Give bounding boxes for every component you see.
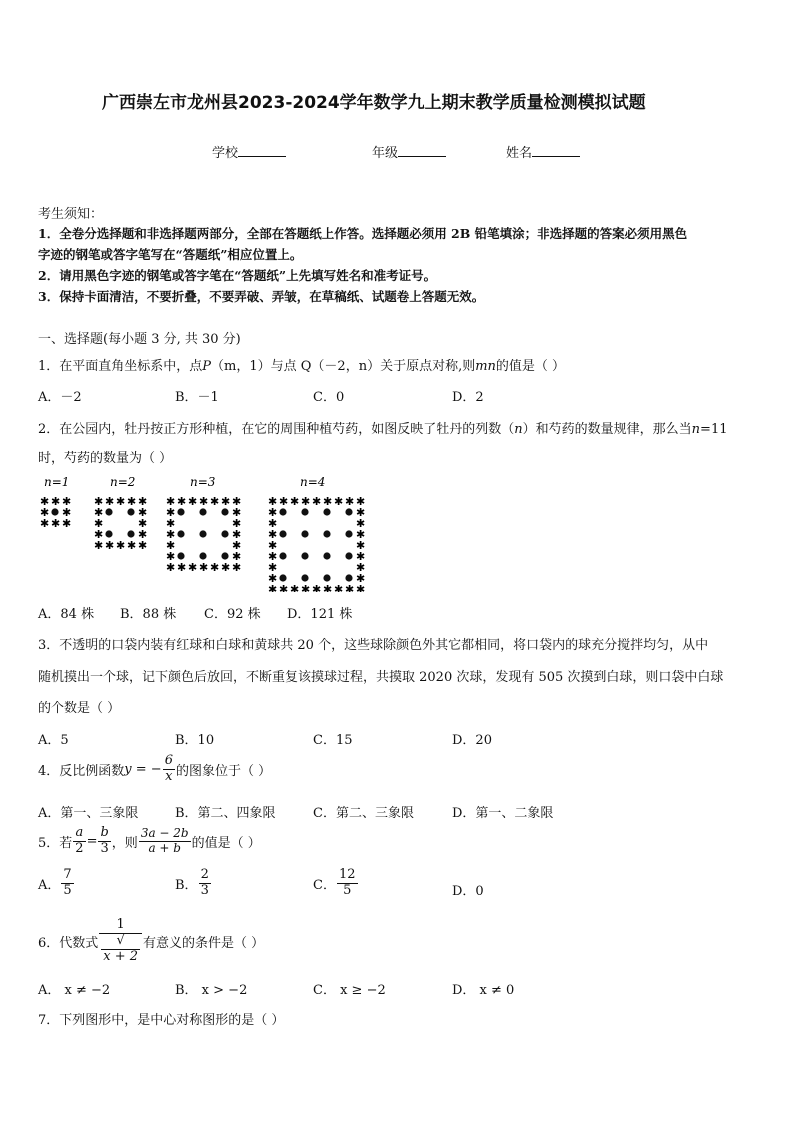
q5-stem-a: 5．若 (38, 835, 73, 851)
peony-star: ✱ (210, 561, 220, 574)
peony-dot (199, 552, 206, 559)
peony-dot (177, 552, 184, 559)
peony-star: ✱ (62, 506, 72, 519)
peony-star: ✱ (166, 561, 176, 574)
question-1-stem (38, 355, 565, 374)
peony-star: ✱ (268, 495, 278, 508)
q5-f3-num: 3a − 2b (140, 826, 189, 841)
peony-dot (51, 508, 58, 515)
peony-star: ✱ (268, 550, 278, 563)
q1-option-b[interactable]: B．－1 (175, 390, 219, 405)
grade-field[interactable] (372, 142, 446, 161)
q5-eq: = (86, 833, 98, 849)
section-heading: 一、选择题(每小题 3 分, 共 30 分) (38, 332, 241, 347)
q4-denominator: x (165, 768, 173, 784)
q5-opt-b-frac (199, 868, 211, 899)
peony-star: ✱ (312, 495, 322, 508)
peony-star: ✱ (356, 583, 366, 592)
peony-star: ✱ (268, 528, 278, 541)
peony-star: ✱ (166, 506, 176, 519)
peony-star: ✱ (268, 561, 278, 574)
question-3-line-2: 随机摸出一个球，记下颜色后放回，不断重复该摸球过程，共摸取 2020 次球，发现有 505 次摸到白球，则口袋中白球 (38, 670, 724, 685)
q1-stem-b: 的值是（ ） (495, 359, 566, 374)
peony-star: ✱ (210, 495, 220, 508)
question-2-line-2: 时，芍药的数量为（ ） (38, 451, 173, 466)
notice-heading: 考生须知： (38, 207, 104, 222)
q5-opt-c-num: 12 (338, 867, 356, 882)
peony-star: ✱ (166, 517, 176, 530)
fig-label-n1: n=1 (44, 475, 70, 489)
q1-var-p: P (202, 359, 212, 374)
q3-option-a[interactable]: A．5 (38, 733, 69, 748)
notice-line-1b: 字迹的钢笔或答字笔写在“答题纸”相应位置上。 (38, 247, 303, 262)
q4-stem-b: 的图象位于（ ） (175, 763, 272, 779)
q5-opt-a-den: 5 (63, 882, 72, 898)
q5-fraction-1 (73, 826, 85, 857)
peony-dot (301, 508, 308, 515)
name-blank[interactable] (532, 144, 580, 157)
peony-star: ✱ (312, 583, 322, 592)
peony-star: ✱ (94, 528, 104, 541)
q4-stem-a: 4．反比例函数 (38, 763, 125, 779)
peony-star: ✱ (290, 495, 300, 508)
peony-star: ✱ (356, 572, 366, 585)
peony-star: ✱ (232, 495, 242, 508)
peony-star: ✱ (166, 495, 176, 508)
peony-star: ✱ (138, 539, 148, 552)
peony-star: ✱ (356, 517, 366, 530)
peony-star: ✱ (232, 528, 242, 541)
q5-opt-c-den: 5 (343, 882, 352, 898)
peony-star: ✱ (232, 550, 242, 563)
q5-fraction-2 (98, 826, 110, 857)
peony-star: ✱ (116, 539, 126, 552)
q5-opt-b-label: B． (175, 877, 198, 893)
peony-star: ✱ (232, 561, 242, 574)
q5-stem-b: 的值是（ ） (191, 835, 261, 851)
peony-star: ✱ (51, 495, 61, 508)
peony-star: ✱ (51, 517, 61, 530)
peony-star: ✱ (199, 561, 209, 574)
q3-option-d[interactable]: D．20 (452, 733, 492, 748)
q6-stem-a: 6．代数式 (38, 935, 99, 951)
q5-opt-b-num: 2 (200, 867, 209, 882)
peony-star: ✱ (166, 550, 176, 563)
peony-star: ✱ (177, 495, 187, 508)
peony-star: ✱ (105, 539, 115, 552)
peony-star: ✱ (356, 561, 366, 574)
peony-star: ✱ (356, 528, 366, 541)
peony-dot (221, 530, 228, 537)
peony-star: ✱ (290, 583, 300, 592)
peony-dot (345, 530, 352, 537)
peony-star: ✱ (166, 528, 176, 541)
question-5-stem (38, 826, 261, 857)
peony-star: ✱ (301, 583, 311, 592)
peony-dot (323, 508, 330, 515)
peony-star: ✱ (232, 506, 242, 519)
peony-star: ✱ (232, 539, 242, 552)
peony-dot (301, 530, 308, 537)
peony-star: ✱ (268, 506, 278, 519)
peony-dot (199, 508, 206, 515)
peony-star: ✱ (188, 495, 198, 508)
peony-dot (279, 508, 286, 515)
q1-option-a[interactable]: A．－2 (38, 390, 82, 405)
q5-f2-num: b (100, 825, 109, 840)
peony-star: ✱ (105, 495, 115, 508)
notice-line-1a: 1．全卷分选择题和非选择题两部分，全部在答题纸上作答。选择题必须用 2B 铅笔填涂；非选择题的答案必须用黑色 (38, 226, 688, 241)
q5-opt-c-label: C． (313, 877, 336, 893)
peony-star: ✱ (221, 561, 231, 574)
q4-option-a[interactable]: A．第一、三象限 (38, 806, 139, 821)
peony-star: ✱ (177, 561, 187, 574)
peony-star: ✱ (301, 495, 311, 508)
school-field[interactable] (212, 142, 286, 161)
q5-fraction-3 (139, 827, 191, 856)
notice-line-2: 2．请用黑色字迹的钢笔或答字笔在“答题纸”上先填写姓名和准考证号。 (38, 268, 437, 283)
peony-star: ✱ (40, 517, 50, 530)
q5-option-c[interactable] (313, 868, 359, 899)
grade-blank[interactable] (398, 144, 446, 157)
peony-star: ✱ (138, 517, 148, 530)
peony-star: ✱ (62, 495, 72, 508)
q2-line1-b: ）和芍药的数量规律，那么当 (522, 422, 692, 437)
peony-dot (323, 552, 330, 559)
q4-fraction (163, 754, 175, 785)
peony-star: ✱ (334, 583, 344, 592)
peony-star: ✱ (356, 495, 366, 508)
peony-star: ✱ (268, 517, 278, 530)
peony-star: ✱ (127, 539, 137, 552)
peony-star: ✱ (221, 495, 231, 508)
peony-dot (221, 508, 228, 515)
q4-option-b[interactable]: B．第二、四象限 (175, 806, 276, 821)
peony-dot (279, 530, 286, 537)
q6-option-a[interactable]: A． x ≠ −2 (38, 983, 111, 998)
q5-f2-den: 3 (100, 840, 109, 856)
q4-numerator: 6 (164, 753, 173, 768)
peony-dot (199, 530, 206, 537)
peony-dot (301, 574, 308, 581)
q6-numerator: 1 (99, 918, 142, 934)
notice-line-3: 3．保持卡面清洁，不要折叠，不要弄破、弄皱，在草稿纸、试题卷上答题无效。 (38, 289, 485, 304)
q2-line1-c: =11 (700, 422, 728, 437)
q1-coord: （m，1）与点 Q（－2，n）关于原点对称,则 (211, 359, 476, 374)
q1-option-c[interactable]: C．0 (313, 390, 345, 405)
question-4-stem (38, 754, 271, 785)
q3-option-c[interactable]: C．15 (313, 733, 353, 748)
peony-star: ✱ (94, 495, 104, 508)
q5-f3-den: a + b (148, 840, 181, 855)
peony-star: ✱ (356, 506, 366, 519)
q5-option-b[interactable] (175, 868, 212, 899)
q2-option-d[interactable]: D．121 株 (287, 607, 353, 622)
peony-star: ✱ (345, 583, 355, 592)
page-title: 广西崇左市龙州县2023-2024学年数学九上期末教学质量检测模拟试题 (102, 93, 646, 113)
peony-star: ✱ (232, 517, 242, 530)
fig-label-n2: n=2 (110, 475, 136, 489)
peony-dot (177, 530, 184, 537)
peony-star: ✱ (94, 539, 104, 552)
q4-y-eq: y = − (124, 761, 162, 777)
q5-opt-a-frac (61, 868, 73, 899)
q6-radicand: x + 2 (103, 948, 139, 964)
peony-dot (301, 552, 308, 559)
question-3-line-1: 3．不透明的口袋内装有红球和白球和黄球共 20 个，这些球除颜色外其它都相同，将口袋内的球充分搅拌均匀，从中 (38, 638, 709, 653)
name-field[interactable] (506, 142, 580, 161)
peony-star: ✱ (188, 561, 198, 574)
peony-star: ✱ (268, 539, 278, 552)
question-3-line-3: 的个数是（ ） (38, 701, 121, 716)
question-2-line-1 (38, 418, 727, 437)
peony-dot (105, 530, 112, 537)
q5-opt-a-num: 7 (63, 867, 72, 882)
school-blank[interactable] (238, 144, 286, 157)
peony-star: ✱ (138, 506, 148, 519)
peony-dot (345, 574, 352, 581)
q5-f1-num: a (73, 826, 85, 842)
peony-star: ✱ (268, 572, 278, 585)
peony-star: ✱ (199, 495, 209, 508)
peony-dot (279, 574, 286, 581)
fig-label-n3: n=3 (190, 475, 216, 489)
peony-star: ✱ (40, 506, 50, 519)
peony-star: ✱ (345, 495, 355, 508)
peony-star: ✱ (116, 495, 126, 508)
q2-option-a[interactable]: A．84 株 (38, 607, 95, 622)
q1-var-mn: mn (475, 359, 496, 374)
q5-mid: ，则 (111, 835, 138, 851)
q6-denominator: √ x + 2 (103, 932, 139, 964)
peony-dot (323, 530, 330, 537)
q1-option-d[interactable]: D．2 (452, 390, 484, 405)
question-7-stem: 7．下列图形中，是中心对称图形的是（ ） (38, 1013, 285, 1028)
peony-star: ✱ (323, 495, 333, 508)
q2-option-b[interactable]: B．88 株 (120, 607, 177, 622)
peony-dot (105, 508, 112, 515)
q6-option-c[interactable]: C． x ≥ −2 (313, 983, 386, 998)
peony-star: ✱ (94, 517, 104, 530)
q5-option-a[interactable] (38, 868, 75, 899)
grade-label: 年级 (372, 146, 399, 161)
peony-star: ✱ (94, 506, 104, 519)
peony-dot (345, 508, 352, 515)
peony-star: ✱ (62, 517, 72, 530)
peony-star: ✱ (127, 495, 137, 508)
q3-option-b[interactable]: B．10 (175, 733, 215, 748)
peony-star: ✱ (323, 583, 333, 592)
peony-star: ✱ (334, 495, 344, 508)
q5-option-d[interactable]: D．0 (452, 884, 484, 899)
school-label: 学校 (212, 146, 239, 161)
q5-opt-b-den: 3 (200, 882, 209, 898)
q6-stem-b: 有意义的条件是（ ） (143, 935, 265, 951)
peony-star: ✱ (356, 539, 366, 552)
q5-f1-den: 2 (75, 840, 84, 856)
q2-pattern-figure (36, 472, 376, 592)
peony-star: ✱ (40, 495, 50, 508)
q5-opt-c-frac (337, 868, 358, 899)
q4-option-d[interactable]: D．第一、二象限 (452, 806, 554, 821)
q6-option-b[interactable]: B． x > −2 (175, 983, 248, 998)
q2-line1-a: 2．在公园内，牡丹按正方形种植，在它的周围种植芍药，如图反映了牡丹的列数（ (38, 422, 515, 437)
peony-star: ✱ (268, 583, 278, 592)
peony-dot (221, 552, 228, 559)
fig-label-n4: n=4 (300, 475, 326, 489)
question-6-stem (38, 918, 264, 965)
peony-star: ✱ (138, 495, 148, 508)
peony-dot (345, 552, 352, 559)
peony-dot (127, 530, 134, 537)
q2-var-n: n (514, 422, 523, 437)
peony-star: ✱ (279, 495, 289, 508)
q2-option-c[interactable]: C．92 株 (204, 607, 261, 622)
peony-star: ✱ (356, 550, 366, 563)
q5-opt-a-label: A． (38, 877, 61, 893)
peony-star: ✱ (138, 528, 148, 541)
q6-fraction (99, 918, 142, 965)
q1-stem-a: 1．在平面直角坐标系中，点 (38, 359, 203, 374)
name-label: 姓名 (506, 146, 533, 161)
peony-dot (279, 552, 286, 559)
peony-dot (323, 574, 330, 581)
peony-star: ✱ (166, 539, 176, 552)
peony-dot (127, 508, 134, 515)
q6-option-d[interactable]: D． x ≠ 0 (452, 983, 515, 998)
peony-dot (177, 508, 184, 515)
peony-star: ✱ (279, 583, 289, 592)
q4-option-c[interactable]: C．第二、三象限 (313, 806, 414, 821)
q2-var-n-2: n (691, 422, 701, 437)
